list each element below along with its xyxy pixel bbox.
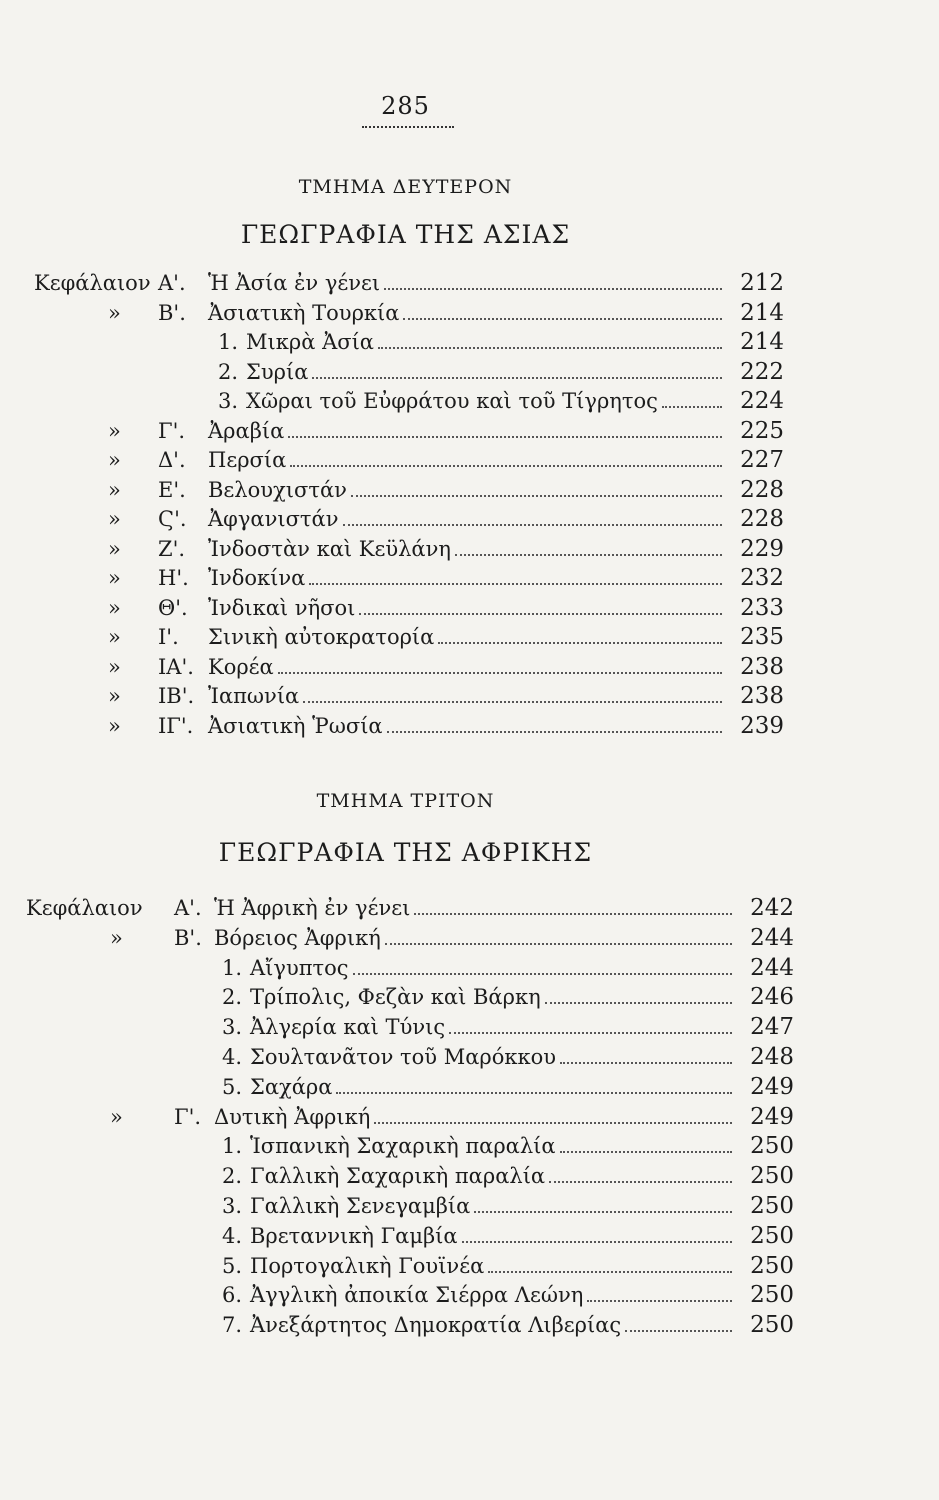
- entry-page-number: 250: [750, 1193, 794, 1219]
- entry-numeral: 2.: [218, 359, 239, 384]
- toc-entry: [0, 416, 939, 446]
- entry-numeral: Η'.: [158, 566, 189, 590]
- entry-title: Γαλλικὴ Σενεγαμβία: [250, 1194, 471, 1218]
- entry-page-number: 212: [740, 270, 784, 296]
- entry-page-number: 250: [750, 1312, 794, 1339]
- toc-entry: [0, 1191, 939, 1221]
- entry-page-number: 222: [740, 358, 784, 385]
- toc-entry: [0, 622, 939, 652]
- entry-numeral: 7.: [222, 1313, 243, 1338]
- dot-leader: [378, 347, 722, 349]
- dot-leader: [343, 524, 722, 526]
- entry-page-number: 248: [750, 1044, 794, 1070]
- ditto-mark: »: [108, 566, 121, 590]
- entry-title: Δυτικὴ Ἀφρική: [214, 1104, 371, 1129]
- dot-leader: [353, 973, 732, 975]
- entry-page-number: 238: [740, 653, 784, 680]
- part2-title: ΓΕΩΓΡΑΦΙΑ ΤΗΣ ΑΣΙΑΣ: [240, 220, 571, 249]
- entry-numeral: 5.: [222, 1074, 243, 1099]
- entry-title: Ἀσιατικὴ Ῥωσία: [208, 713, 383, 738]
- entry-numeral: Δ'.: [158, 448, 186, 472]
- ditto-mark: »: [108, 477, 121, 502]
- toc-entry: [0, 534, 939, 564]
- dot-leader: [290, 465, 722, 467]
- entry-title: Κορέα: [208, 654, 274, 679]
- toc-entry: [0, 1251, 939, 1281]
- toc-entry: [0, 1161, 939, 1191]
- ditto-mark: »: [108, 300, 121, 325]
- entry-page-number: 246: [750, 984, 794, 1011]
- toc-entry: [0, 1221, 939, 1251]
- entry-title: Σινικὴ αὐτοκρατορία: [208, 625, 435, 649]
- dot-leader: [449, 1032, 732, 1034]
- ditto-mark: »: [108, 448, 121, 472]
- toc-entry: [0, 445, 939, 475]
- dot-leader: [587, 1300, 732, 1302]
- toc-entry: [0, 681, 939, 711]
- part3-section-label: ΤΜΗΜΑ ΤΡΙΤΟΝ: [316, 790, 495, 812]
- entry-page-number: 244: [750, 954, 794, 981]
- entry-title: Ἡ Ἀσία ἐν γένει: [208, 271, 381, 295]
- entry-numeral: 2.: [222, 1164, 243, 1189]
- entry-title: Περσία: [208, 448, 287, 472]
- entry-page-number: 227: [740, 447, 784, 473]
- dot-leader: [455, 554, 722, 556]
- dot-leader: [549, 1181, 732, 1183]
- dot-leader: [351, 495, 722, 497]
- entry-numeral: 1.: [222, 1134, 243, 1159]
- ditto-mark: »: [108, 713, 121, 738]
- ditto-mark: »: [108, 536, 121, 561]
- dot-leader: [560, 1062, 732, 1064]
- entry-page-number: 249: [750, 1073, 794, 1100]
- entry-numeral: ΙΒ'.: [158, 684, 195, 708]
- entry-page-number: 232: [740, 565, 784, 591]
- entry-title: Ἰαπωνία: [208, 684, 300, 708]
- dot-leader: [403, 318, 722, 320]
- dot-leader: [662, 406, 722, 408]
- entry-title: Ἡ Ἀφρικὴ ἐν γένει: [214, 896, 411, 920]
- dot-leader: [462, 1241, 732, 1243]
- ditto-mark: »: [108, 507, 121, 531]
- toc-entry: [0, 1042, 939, 1072]
- entry-page-number: 250: [750, 1163, 794, 1190]
- entry-numeral: Ζ'.: [158, 536, 186, 561]
- entry-numeral: Ι'.: [158, 625, 179, 649]
- toc-entry: [0, 357, 939, 387]
- toc-entry: [0, 893, 939, 923]
- entry-numeral: 4.: [222, 1223, 243, 1248]
- dot-leader: [438, 642, 722, 644]
- toc-entry: [0, 593, 939, 623]
- entry-page-number: 249: [750, 1103, 794, 1130]
- dot-leader: [288, 436, 722, 438]
- entry-title: Ἀγγλικὴ ἀποικία Σιέρρα Λεώνη: [250, 1283, 584, 1308]
- entry-numeral: 2.: [222, 985, 243, 1010]
- toc-entry: [0, 504, 939, 534]
- entry-page-number: 225: [740, 417, 784, 444]
- entry-title: Ἰνδοκίνα: [208, 566, 306, 590]
- toc-entry: [0, 563, 939, 593]
- toc-entry: [0, 1102, 939, 1132]
- entry-page-number: 250: [750, 1252, 794, 1279]
- entry-page-number: 250: [750, 1282, 794, 1309]
- entry-page-number: 239: [740, 712, 784, 739]
- entry-page-number: 247: [750, 1014, 794, 1041]
- entry-numeral: ΙΓ'.: [158, 713, 194, 738]
- entry-numeral: Β'.: [174, 925, 202, 950]
- entry-page-number: 214: [740, 299, 784, 326]
- toc-entry: [0, 923, 939, 953]
- ditto-mark: »: [108, 418, 121, 443]
- entry-title: Τρίπολις, Φεζὰν καὶ Βάρκη: [250, 985, 541, 1010]
- entry-title: Σαχάρα: [250, 1074, 333, 1099]
- entry-numeral: ΙΑ'.: [158, 654, 194, 679]
- dot-leader: [336, 1092, 732, 1094]
- part3-title: ΓΕΩΓΡΑΦΙΑ ΤΗΣ ΑΦΡΙΚΗΣ: [218, 838, 593, 867]
- entry-title: Ἀραβία: [208, 418, 285, 443]
- entry-title: Χῶραι τοῦ Εὐφράτου καὶ τοῦ Τίγρητος: [246, 389, 658, 413]
- entry-numeral: 1.: [222, 955, 243, 980]
- entry-title: Σουλτανᾶτον τοῦ Μαρόκκου: [250, 1045, 557, 1069]
- entry-title: Ἀφγανιστάν: [208, 507, 339, 531]
- ditto-mark: »: [108, 595, 121, 620]
- entry-numeral: Θ'.: [158, 595, 188, 620]
- toc-entry: [0, 1310, 939, 1340]
- dot-leader: [303, 701, 722, 703]
- ditto-mark: »: [108, 654, 121, 679]
- entry-title: Ἀσιατικὴ Τουρκία: [208, 300, 400, 325]
- entry-page-number: 250: [750, 1222, 794, 1249]
- entry-title: Ἀλγερία καὶ Τύνις: [250, 1015, 446, 1040]
- ditto-mark: »: [108, 625, 121, 649]
- entry-numeral: 3.: [222, 1015, 243, 1040]
- toc-entry: [0, 1280, 939, 1310]
- entry-numeral: 6.: [222, 1283, 243, 1308]
- toc-entry: [0, 711, 939, 741]
- entry-title: Βρεταννικὴ Γαμβία: [250, 1223, 458, 1248]
- toc-entry: [0, 953, 939, 983]
- entry-page-number: 229: [740, 535, 784, 562]
- toc-entry: [0, 327, 939, 357]
- entry-numeral: 1.: [218, 330, 239, 354]
- chapter-prefix: Κεφάλαιον: [34, 271, 151, 295]
- entry-title: Ἰνδικαὶ νῆσοι: [208, 595, 356, 620]
- dot-leader: [278, 672, 722, 674]
- entry-page-number: 233: [740, 594, 784, 621]
- entry-page-number: 238: [740, 683, 784, 709]
- entry-title: Βόρειος Ἀφρική: [214, 925, 381, 950]
- toc-entry: [0, 652, 939, 682]
- toc-entry: [0, 1012, 939, 1042]
- entry-numeral: 5.: [222, 1253, 243, 1278]
- entry-title: Ἱσπανικὴ Σαχαρικὴ παραλία: [250, 1134, 556, 1159]
- dot-leader: [359, 613, 722, 615]
- dot-leader: [488, 1271, 732, 1273]
- toc-entry: [0, 1131, 939, 1161]
- ditto-mark: »: [110, 1104, 123, 1129]
- entry-page-number: 244: [750, 924, 794, 951]
- entry-numeral: Ϛ'.: [158, 507, 187, 531]
- dot-leader: [387, 731, 722, 733]
- entry-numeral: Α'.: [174, 896, 202, 920]
- page-number: 285: [381, 92, 430, 120]
- entry-numeral: Α'.: [158, 271, 186, 295]
- page-number-rule: [362, 126, 454, 128]
- entry-title: Πορτογαλικὴ Γουϊνέα: [250, 1253, 485, 1278]
- ditto-mark: »: [108, 684, 121, 708]
- entry-numeral: 3.: [218, 389, 239, 413]
- dot-leader: [374, 1122, 732, 1124]
- entry-numeral: Β'.: [158, 300, 186, 325]
- entry-numeral: 4.: [222, 1045, 243, 1069]
- entry-page-number: 242: [750, 895, 794, 921]
- dot-leader: [384, 288, 722, 290]
- toc-entry: [0, 475, 939, 505]
- toc-entry: [0, 298, 939, 328]
- dot-leader: [474, 1211, 732, 1213]
- dot-leader: [309, 583, 722, 585]
- entry-title: Αἴγυπτος: [250, 955, 349, 980]
- entry-page-number: 250: [750, 1133, 794, 1160]
- chapter-prefix: Κεφάλαιον: [26, 896, 143, 920]
- entry-title: Συρία: [246, 359, 309, 384]
- toc-entry: [0, 1072, 939, 1102]
- dot-leader: [560, 1151, 732, 1153]
- entry-title: Ἰνδοστὰν καὶ Κεϋλάνη: [208, 536, 451, 561]
- entry-page-number: 235: [740, 624, 784, 650]
- dot-leader: [312, 377, 722, 379]
- toc-entry: [0, 982, 939, 1012]
- entry-title: Ἀνεξάρτητος Δημοκρατία Λιβερίας: [250, 1313, 622, 1338]
- entry-page-number: 214: [740, 329, 784, 355]
- toc-entry: [0, 268, 939, 298]
- entry-page-number: 228: [740, 506, 784, 532]
- entry-numeral: Γ'.: [174, 1104, 202, 1129]
- entry-title: Γαλλικὴ Σαχαρικὴ παραλία: [250, 1164, 546, 1189]
- dot-leader: [414, 913, 732, 915]
- entry-page-number: 228: [740, 476, 784, 503]
- entry-numeral: Ε'.: [158, 477, 186, 502]
- dot-leader: [545, 1002, 732, 1004]
- part2-section-label: ΤΜΗΜΑ ΔΕΥΤΕΡΟΝ: [298, 176, 513, 198]
- ditto-mark: »: [110, 925, 123, 950]
- entry-numeral: Γ'.: [158, 418, 186, 443]
- toc-entry: [0, 386, 939, 416]
- entry-title: Μικρὰ Ἀσία: [246, 330, 374, 354]
- entry-page-number: 224: [740, 388, 784, 414]
- entry-numeral: 3.: [222, 1194, 243, 1218]
- entry-title: Βελουχιστάν: [208, 477, 347, 502]
- dot-leader: [625, 1330, 732, 1332]
- dot-leader: [385, 943, 732, 945]
